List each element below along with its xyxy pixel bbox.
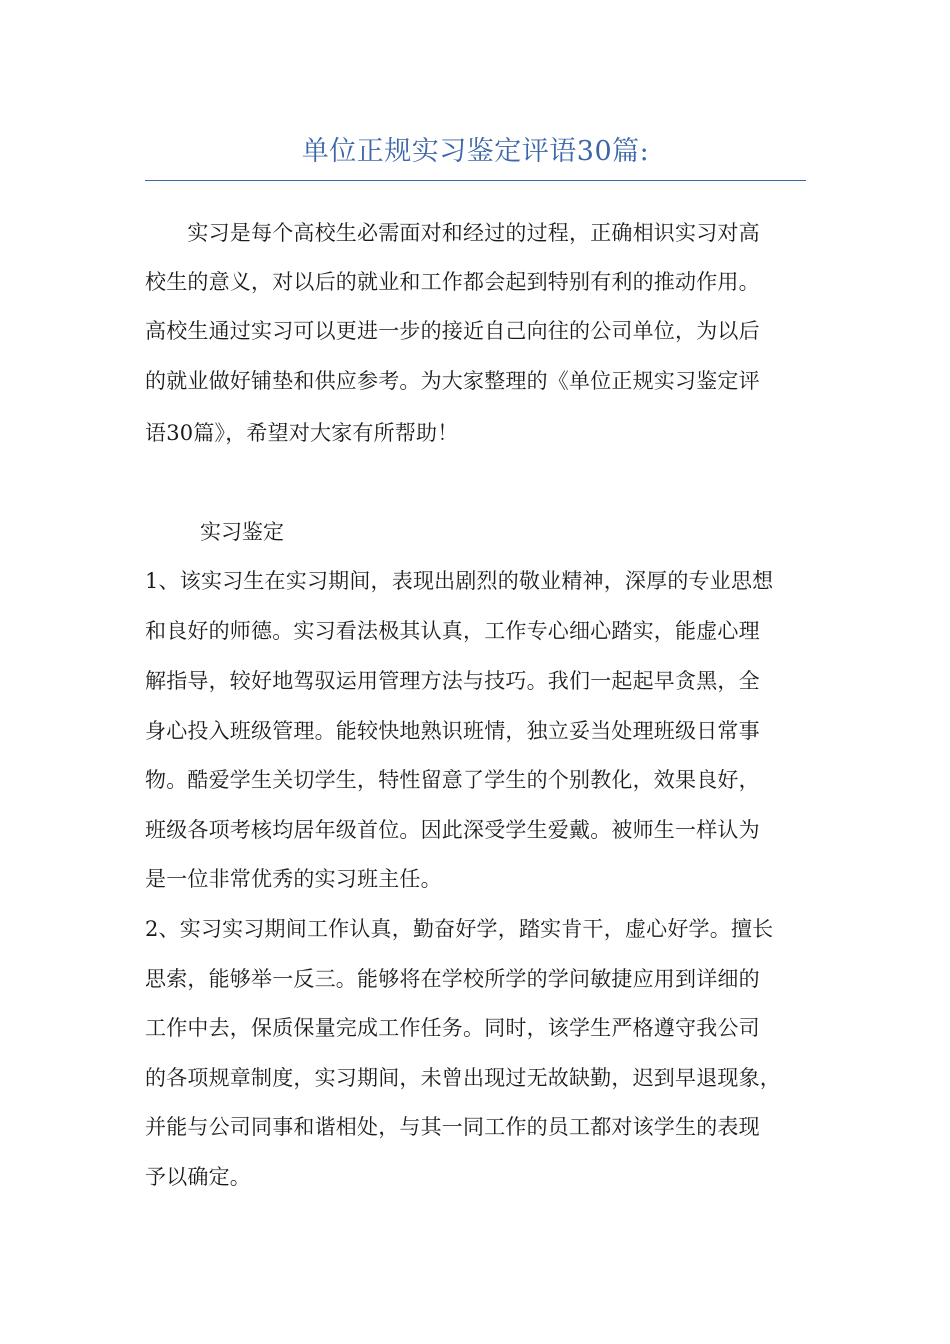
item2-line: 予以确定。 (145, 1165, 251, 1189)
item2-line: 并能与公司同事和谐相处，与其一同工作的员工都对该学生的表现 (145, 1115, 760, 1139)
item2-line: 的各项规章制度，实习期间，未曾出现过无故缺勤，迟到早退现象， (145, 1066, 781, 1090)
item2-line: 2、实习实习期间工作认真，勤奋好学，踏实肯干，虚心好学。擅长 (145, 917, 774, 941)
intro-line: 的就业做好铺垫和供应参考。为大家整理的《单位正规实习鉴定评 (145, 369, 760, 393)
item1-line: 解指导，较好地驾驭运用管理方法与技巧。我们一起起早贪黑，全 (145, 669, 760, 693)
item1-line: 1、该实习生在实习期间，表现出剧烈的敬业精神，深厚的专业思想 (145, 569, 774, 593)
item1-line: 身心投入班级管理。能较快地熟识班情，独立妥当处理班级日常事 (145, 719, 760, 743)
intro-line: 语30篇》，希望对大家有所帮助！ (145, 421, 459, 445)
section-heading: 实习鉴定 (200, 520, 284, 544)
title-underline (145, 180, 806, 181)
item1-line: 班级各项考核均居年级首位。因此深受学生爱戴。被师生一样认为 (145, 818, 760, 842)
item1-line: 和良好的师德。实习看法极其认真，工作专心细心踏实，能虚心理 (145, 619, 760, 643)
document-title: 单位正规实习鉴定评语30篇: (301, 136, 650, 167)
item2-line: 思索，能够举一反三。能够将在学校所学的学问敏捷应用到详细的 (145, 967, 760, 991)
item2-line: 工作中去，保质保量完成工作任务。同时，该学生严格遵守我公司 (145, 1016, 760, 1040)
intro-line: 高校生通过实习可以更进一步的接近自己向往的公司单位，为以后 (145, 319, 760, 343)
intro-line: 实习是每个高校生必需面对和经过的过程，正确相识实习对高 (145, 221, 760, 245)
item1-line: 物。酷爱学生关切学生，特性留意了学生的个别教化，效果良好， (145, 768, 760, 792)
item1-line: 是一位非常优秀的实习班主任。 (145, 867, 442, 891)
intro-line: 校生的意义，对以后的就业和工作都会起到特别有利的推动作用。 (145, 270, 760, 294)
